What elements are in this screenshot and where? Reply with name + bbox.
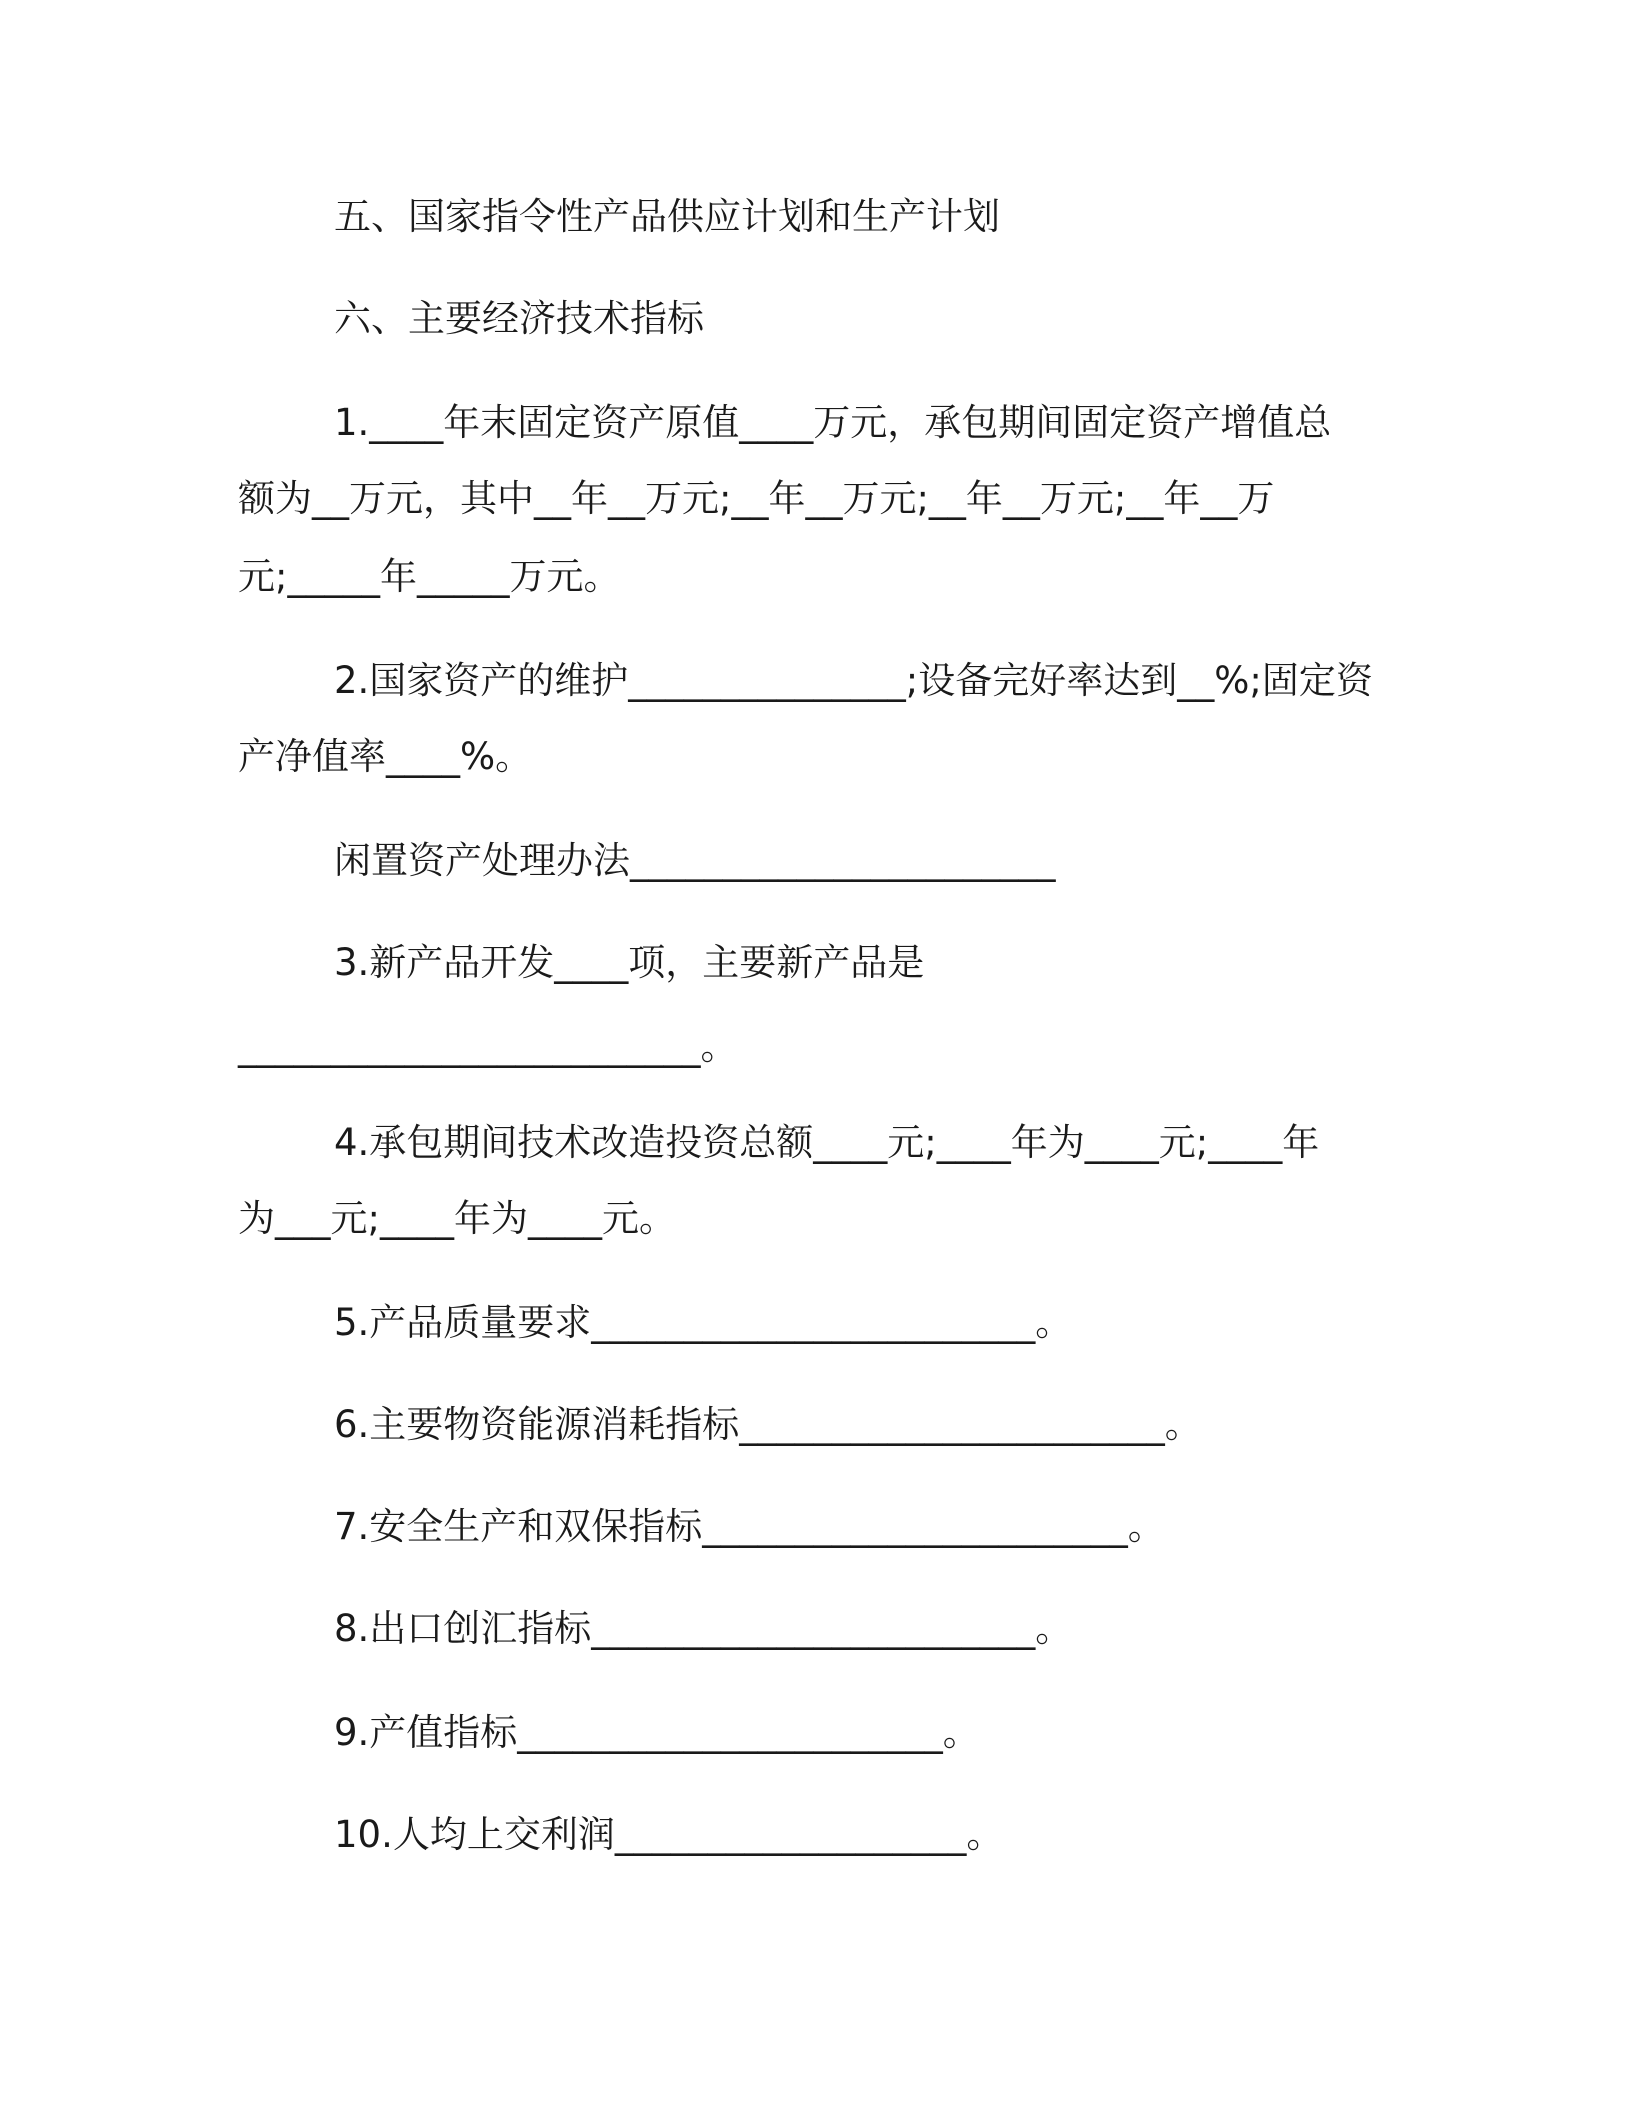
item-1-line-2: 额为__万元，其中__年__万元;__年__万元;__年__万元;__年__万: [238, 477, 1275, 520]
item-1-line-1: 1.____年末固定资产原值____万元，承包期间固定资产增值总: [334, 401, 1332, 444]
item-10: 10.人均上交利润___________________。: [334, 1813, 1004, 1856]
section-heading-6: 六、主要经济技术指标: [334, 297, 704, 340]
idle-assets-line: 闲置资产处理办法_______________________: [334, 839, 1056, 882]
section-heading-5: 五、国家指令性产品供应计划和生产计划: [334, 195, 1000, 238]
item-5: 5.产品质量要求________________________。: [334, 1301, 1073, 1344]
item-3-line-1: 3.新产品开发____项，主要新产品是: [334, 941, 925, 984]
item-4-line-2: 为___元;____年为____元。: [238, 1197, 676, 1240]
item-6: 6.主要物资能源消耗指标_______________________。: [334, 1403, 1202, 1446]
item-2-line-2: 产净值率____%。: [238, 735, 533, 778]
item-3-line-2: _________________________。: [238, 1025, 738, 1068]
item-7: 7.安全生产和双保指标_______________________。: [334, 1505, 1165, 1548]
item-8: 8.出口创汇指标________________________。: [334, 1607, 1073, 1650]
item-4-line-1: 4.承包期间技术改造投资总额____元;____年为____元;____年: [334, 1121, 1320, 1164]
item-2-line-1: 2.国家资产的维护_______________;设备完好率达到__%;固定资: [334, 659, 1373, 702]
item-1-line-3: 元;_____年_____万元。: [238, 555, 621, 598]
item-9: 9.产值指标_______________________。: [334, 1711, 980, 1754]
